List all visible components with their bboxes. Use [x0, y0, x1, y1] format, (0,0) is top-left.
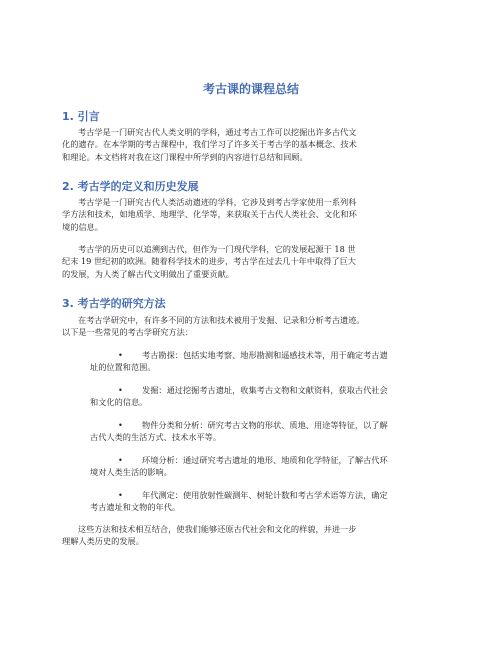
bullet-icon: • [118, 420, 123, 430]
paragraph-closing-cont [62, 535, 144, 547]
paragraph-line: 以下是一些常见的考古学研究方法： [62, 327, 194, 338]
list-item-line: 环境分析：通过研究考古遗址的地形、地质和化学特征，了解古代环 [142, 455, 388, 465]
bullet-icon: • [118, 455, 123, 465]
paragraph-line: 考古学是一门研究古代人类文明的学科，通过考古工作可以挖掘出许多古代文 [78, 127, 357, 137]
paragraph-intro-cont [62, 138, 357, 163]
paragraph-intro [78, 126, 356, 138]
paragraph-line: 考古学是一门研究古代人类活动遗迹的学科，它涉及到考古学家使用一系列科 [78, 197, 357, 207]
list-item-line: 年代测定：使用放射性碳测年、树轮计数和考古学术语等方法，确定 [142, 490, 388, 500]
bullet-icon: • [118, 350, 123, 360]
paragraph-line: 的发展，为人类了解古代文明做出了重要贡献。 [62, 268, 234, 279]
section-heading-methods: 3. 考古学的研究方法 [62, 297, 166, 310]
paragraph-line: 考古学的历史可以追溯到古代，但作为一门现代学科，它的发展起源于 18 世 [78, 244, 356, 254]
paragraph-line: 理解人类历史的发展。 [62, 536, 144, 547]
paragraph-methods [78, 314, 365, 326]
paragraph-definition-cont [62, 208, 357, 233]
bullet-icon: • [118, 490, 123, 500]
list-item-line: 发掘：通过挖掘考古遗址，收集考古文物和文献资料，获取古代社会 [142, 385, 388, 395]
paragraph-line: 境的信息。 [62, 221, 103, 232]
list-item-line: 址的位置和范围。 [90, 362, 156, 373]
paragraph-closing [78, 523, 356, 535]
list-item [90, 454, 388, 479]
paragraph-methods-cont [62, 326, 193, 338]
list-item-line: 境对人类生活的影响。 [90, 467, 172, 478]
list-item [90, 489, 388, 514]
list-item [90, 384, 388, 409]
list-item [90, 349, 388, 374]
list-item-line: 物件分类和分析：研究考古文物的形状、质地、用途等特征，以了解 [142, 420, 388, 430]
document-title: 考古课的课程总结 [202, 82, 299, 96]
paragraph-history [78, 243, 356, 255]
paragraph-line: 学方法和技术，如地质学、地理学、化学等，来获取关于古代人类社会、文化和环 [62, 209, 357, 220]
paragraph-line: 在考古学研究中，有许多不同的方法和技术被用于发掘、记录和分析考古遗迹。 [78, 315, 365, 325]
paragraph-line: 这些方法和技术相互结合，使我们能够还原古代社会和文化的样貌，并进一步 [78, 524, 357, 534]
section-heading-definition: 2. 考古学的定义和历史发展 [62, 180, 199, 193]
list-item-line: 古代人类的生活方式、技术水平等。 [90, 432, 222, 443]
paragraph-line: 纪末 19 世纪初的欧洲。随着科学技术的进步，考古学在过去几十年中取得了巨大 [62, 256, 356, 267]
bullet-icon: • [118, 385, 123, 395]
paragraph-definition [78, 196, 356, 208]
paragraph-line: 化的遗存。在本学期的考古课程中，我们学习了许多关于考古学的基本概念、技术 [62, 139, 357, 150]
list-item-line: 考古遗址和文物的年代。 [90, 502, 181, 513]
paragraph-history-cont [62, 255, 356, 280]
list-item [90, 419, 388, 444]
section-heading-intro: 1. 引言 [62, 110, 100, 123]
list-item-line: 和文化的信息。 [90, 397, 148, 408]
paragraph-line: 和理论。本文档将对我在这门课程中所学到的内容进行总结和回顾。 [62, 151, 308, 162]
list-item-line: 考古勘探：包括实地考察、地形勘测和遥感技术等，用于确定考古遗 [142, 350, 388, 360]
